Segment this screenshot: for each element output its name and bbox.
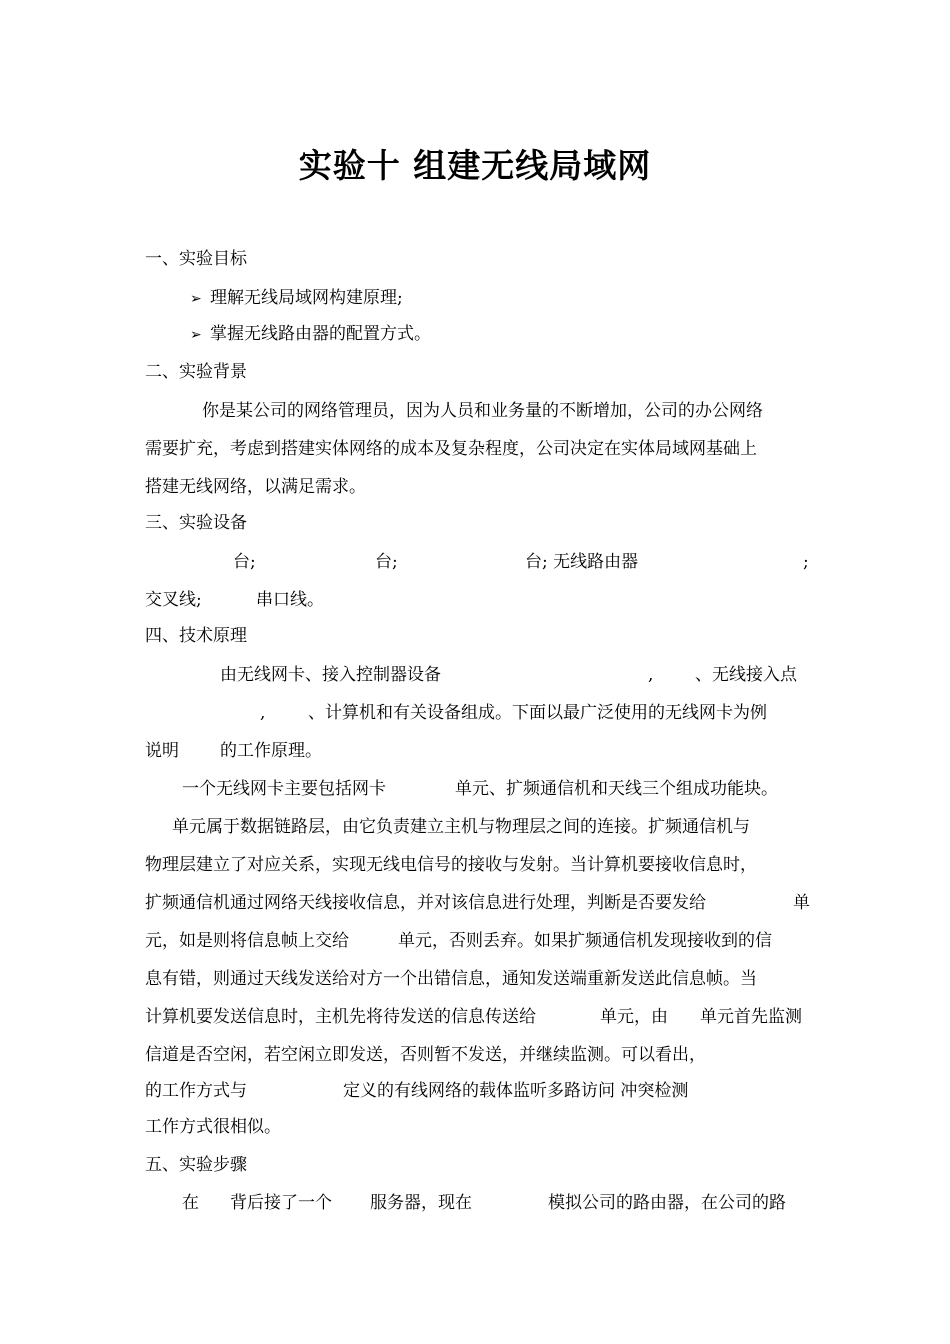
arrow-bullet-icon: ➢: [190, 327, 202, 343]
document-title: 实验十 组建无线局域网: [298, 146, 652, 185]
paragraph-text: 、无线接入点: [695, 665, 797, 685]
paragraph-text: 计算机要发送信息时，主机先将待发送的信息传送给: [145, 1007, 536, 1027]
paragraph-text: 在: [182, 1193, 199, 1213]
paragraph-text: 物理层建立了对应关系，实现无线电信号的接收与发射。当计算机要接收信息时，: [145, 855, 757, 875]
arrow-bullet-icon: ➢: [190, 291, 202, 307]
paragraph-text: 单元属于数据链路层，由它负责建立主机与物理层之间的连接。扩频通信机与: [172, 817, 750, 837]
paragraph-text: 单元，由: [600, 1007, 668, 1027]
paragraph-text: 息有错，则通过天线发送给对方一个出错信息，通知发送端重新发送此信息帧。当: [145, 969, 757, 989]
paragraph-text: 说明: [145, 741, 179, 761]
bullet-item: ➢ 掌握无线路由器的配置方式。: [190, 324, 431, 344]
equipment-text: ;: [803, 552, 809, 572]
equipment-text: 台;: [375, 552, 398, 572]
paragraph-text: 的工作原理。: [220, 741, 322, 761]
paragraph-text: 定义的有线网络的载体监听多路访问 冲突检测: [343, 1081, 689, 1101]
paragraph-text: 背后接了一个: [230, 1193, 332, 1213]
paragraph-text: 单元、扩频通信机和天线三个组成功能块。: [455, 779, 778, 799]
equipment-text: 台;: [233, 552, 256, 572]
paragraph-text: 由无线网卡、接入控制器设备: [220, 665, 441, 685]
equipment-text: 串口线。: [256, 590, 324, 610]
section-heading-steps: 五、实验步骤: [145, 1155, 247, 1175]
paragraph-line: 你是某公司的网络管理员，因为人员和业务量的不断增加，公司的办公网络: [202, 401, 763, 421]
paragraph-text: 信道是否空闲，若空闲立即发送，否则暂不发送，并继续监测。可以看出，: [145, 1045, 706, 1065]
paragraph-text: 元，如是则将信息帧上交给: [145, 931, 349, 951]
paragraph-text: 单: [793, 893, 810, 913]
equipment-text: 交叉线;: [145, 590, 202, 610]
paragraph-text: 扩频通信机通过网络天线接收信息，并对该信息进行处理，判断是否要发给: [145, 893, 706, 913]
paragraph-text: ,: [260, 703, 266, 723]
section-heading-principle: 四、技术原理: [145, 626, 247, 646]
paragraph-text: 一个无线网卡主要包括网卡: [182, 779, 386, 799]
section-heading-goals: 一、实验目标: [145, 249, 247, 269]
paragraph-text: 工作方式很相似。: [145, 1117, 281, 1137]
paragraph-text: ,: [648, 665, 654, 685]
paragraph-text: 、计算机和有关设备组成。下面以最广泛使用的无线网卡为例: [308, 703, 767, 723]
paragraph-text: 模拟公司的路由器，在公司的路: [548, 1193, 786, 1213]
paragraph-text: 单元，否则丢弃。如果扩频通信机发现接收到的信: [398, 931, 772, 951]
paragraph-text: 服务器，现在: [370, 1193, 472, 1213]
paragraph-line: 搭建无线网络，以满足需求。: [145, 477, 366, 497]
paragraph-line: 需要扩充，考虑到搭建实体网络的成本及复杂程度，公司决定在实体局域网基础上: [145, 439, 757, 459]
equipment-text: 台; 无线路由器: [525, 552, 639, 572]
bullet-item: ➢ 理解无线局域网构建原理;: [190, 288, 403, 308]
section-heading-equipment: 三、实验设备: [145, 513, 247, 533]
paragraph-text: 的工作方式与: [145, 1081, 247, 1101]
paragraph-text: 单元首先监测: [700, 1007, 802, 1027]
section-heading-background: 二、实验背景: [145, 362, 247, 382]
